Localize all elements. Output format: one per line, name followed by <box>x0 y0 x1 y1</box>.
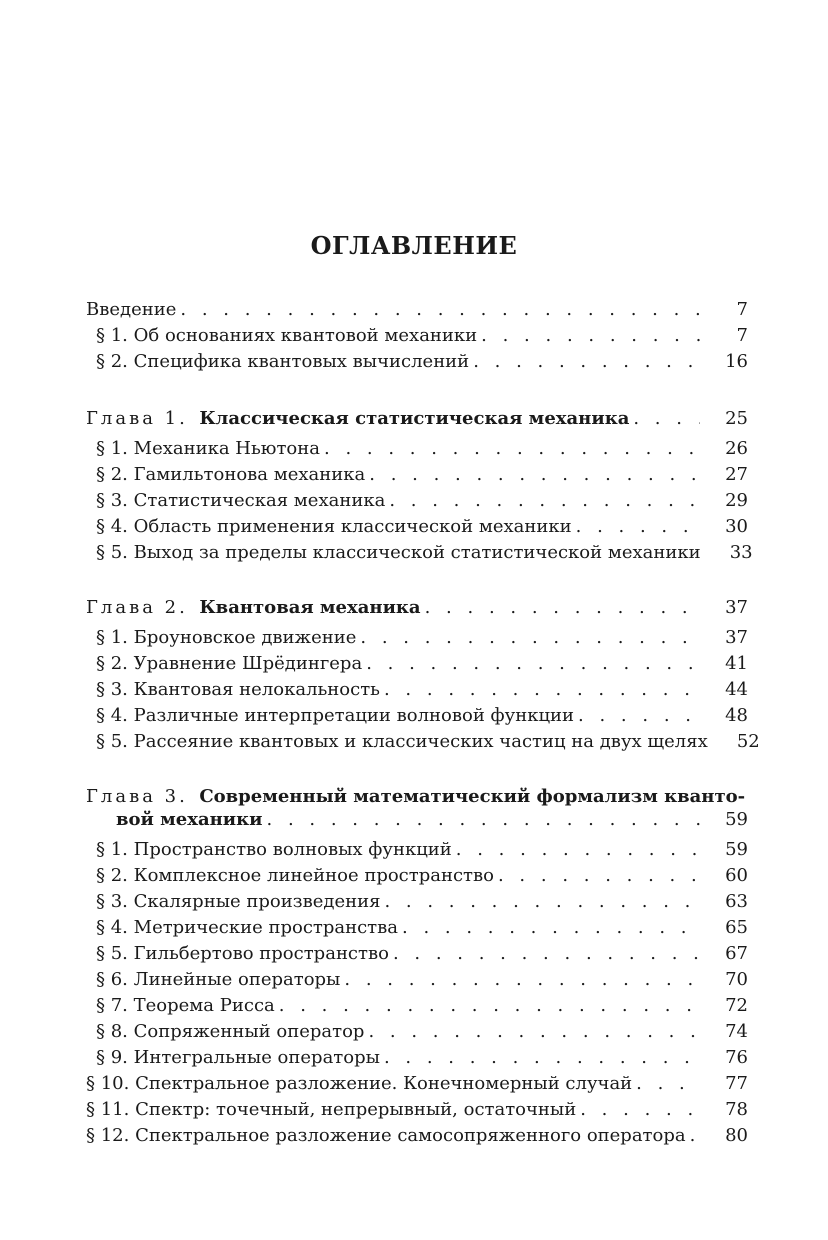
toc-entry-section[interactable] <box>96 942 748 968</box>
section-number: § 4. <box>96 917 128 938</box>
chapter-title-continued: вой механики <box>116 809 263 830</box>
toc-entry-section[interactable] <box>96 968 748 994</box>
section-number: § 1. <box>96 325 128 346</box>
toc-entry-chapter-2[interactable] <box>86 596 748 622</box>
entry-title: Пространство волновых функций <box>133 839 452 860</box>
page-number: 63 <box>725 891 748 912</box>
leader-dots <box>360 626 700 650</box>
toc-entry-chapter-1[interactable] <box>86 407 748 433</box>
page-number: 74 <box>725 1021 748 1042</box>
entry-title: Спектральное разложение. Конечномерный случай <box>135 1073 633 1094</box>
toc-entry-section[interactable] <box>96 541 753 567</box>
entry-title: Гамильтонова механика <box>133 464 366 485</box>
leader-dots <box>324 437 700 461</box>
toc-entry-section[interactable] <box>86 1098 748 1124</box>
entry-title: Метрические пространства <box>133 917 399 938</box>
page-number: 41 <box>725 653 748 674</box>
section-number: § 5. <box>96 731 128 752</box>
chapter-prefix: Глава 1. <box>86 408 188 429</box>
leader-dots <box>180 298 700 322</box>
entry-title: Броуновское движение <box>133 627 357 648</box>
toc-entry-section[interactable] <box>96 626 748 652</box>
leader-dots <box>389 489 700 513</box>
section-number: § 1. <box>96 627 128 648</box>
chapter-title: Классическая статистическая механика <box>199 408 630 429</box>
page-number: 60 <box>725 865 748 886</box>
leader-dots <box>580 1098 700 1122</box>
page-number: 37 <box>725 627 748 648</box>
toc-entry-section[interactable] <box>96 704 748 730</box>
toc-entry-introduction[interactable] <box>86 298 748 324</box>
leader-dots <box>456 838 700 862</box>
entry-title: Интегральные операторы <box>133 1047 380 1068</box>
leader-dots <box>498 864 700 888</box>
page-number: 44 <box>725 679 748 700</box>
leader-dots <box>636 1072 700 1096</box>
entry-title: Спектр: точечный, непрерывный, остаточный <box>135 1099 577 1120</box>
entry-title: Комплексное линейное пространство <box>133 865 494 886</box>
section-number: § 4. <box>96 516 128 537</box>
leader-dots <box>369 463 700 487</box>
page-number: 78 <box>725 1099 748 1120</box>
leader-dots <box>267 808 701 832</box>
page-number: 25 <box>725 408 748 429</box>
toc-entry-section[interactable] <box>86 1124 748 1150</box>
page-title: ОГЛАВЛЕНИЕ <box>310 231 518 260</box>
section-number: § 12. <box>86 1125 130 1146</box>
section-number: § 6. <box>96 969 128 990</box>
leader-dots <box>425 596 700 620</box>
toc-entry-section[interactable] <box>96 463 748 489</box>
toc-entry-section[interactable] <box>96 994 748 1020</box>
section-number: § 9. <box>96 1047 128 1068</box>
section-number: § 4. <box>96 705 128 726</box>
page-number: 7 <box>736 299 748 320</box>
page-number: 72 <box>725 995 748 1016</box>
page-number: 33 <box>729 542 753 563</box>
leader-dots <box>368 1020 700 1044</box>
page-number: 26 <box>725 438 748 459</box>
chapter-title: Современный математический формализм кванто- <box>199 786 746 807</box>
page-number: 67 <box>725 943 748 964</box>
entry-title: Теорема Рисса <box>133 995 275 1016</box>
leader-dots <box>279 994 700 1018</box>
section-number: § 3. <box>96 891 128 912</box>
chapter-title: Квантовая механика <box>199 597 421 618</box>
leader-dots <box>393 942 700 966</box>
toc-entry-section[interactable] <box>96 730 760 756</box>
entry-title: Сопряженный оператор <box>133 1021 365 1042</box>
toc-entry-section[interactable] <box>96 350 748 376</box>
entry-title: Механика Ньютона <box>133 438 320 459</box>
page-number: 7 <box>736 325 748 346</box>
page-number: 80 <box>725 1125 748 1146</box>
page-number: 16 <box>725 351 748 372</box>
section-number: § 5. <box>96 542 128 563</box>
section-number: § 5. <box>96 943 128 964</box>
section-number: § 3. <box>96 679 128 700</box>
toc-entry-section[interactable] <box>96 916 748 942</box>
toc-entry-section[interactable] <box>96 652 748 678</box>
toc-entry-section[interactable] <box>96 437 748 463</box>
section-number: § 2. <box>96 351 128 372</box>
section-number: § 2. <box>96 653 128 674</box>
section-number: § 1. <box>96 438 128 459</box>
entry-title: Область применения классической механики <box>133 516 572 537</box>
entry-title: Статистическая механика <box>133 490 386 511</box>
entry-title: Скалярные произведения <box>133 891 381 912</box>
entry-title: Специфика квантовых вычислений <box>133 351 470 372</box>
toc-entry-section[interactable] <box>96 489 748 515</box>
toc-entry-section[interactable] <box>96 515 748 541</box>
leader-dots <box>384 1046 700 1070</box>
leader-dots <box>481 324 700 348</box>
section-number: § 7. <box>96 995 128 1016</box>
section-number: § 2. <box>96 865 128 886</box>
leader-dots <box>366 652 700 676</box>
page-number: 37 <box>725 597 748 618</box>
entry-title: Об основаниях квантовой механики <box>133 325 478 346</box>
entry-title: Выход за пределы классической статистической механики <box>133 542 701 563</box>
page-number: 59 <box>725 839 748 860</box>
chapter-prefix: Глава 2. <box>86 597 188 618</box>
page-number: 70 <box>725 969 748 990</box>
section-number: § 11. <box>86 1099 130 1120</box>
leader-dots <box>344 968 700 992</box>
section-number: § 1. <box>96 839 128 860</box>
leader-dots <box>690 1124 700 1148</box>
toc-entry-chapter-3-line2[interactable] <box>116 808 748 834</box>
entry-title: Уравнение Шрёдингера <box>133 653 363 674</box>
entry-title: Введение <box>86 299 177 320</box>
toc-entry-section[interactable] <box>96 1020 748 1046</box>
entry-title: Квантовая нелокальность <box>133 679 380 700</box>
chapter-prefix: Глава 3. <box>86 786 188 807</box>
entry-title: Различные интерпретации волновой функции <box>133 705 575 726</box>
entry-title: Линейные операторы <box>133 969 341 990</box>
page-number: 59 <box>725 809 748 830</box>
leader-dots <box>633 407 700 431</box>
entry-title: Гильбертово пространство <box>133 943 389 964</box>
page-number: 30 <box>725 516 748 537</box>
page-number: 29 <box>725 490 748 511</box>
leader-dots <box>576 515 700 539</box>
toc-entry-section[interactable] <box>86 1072 748 1098</box>
toc-entry-section[interactable] <box>96 890 748 916</box>
leader-dots <box>384 890 700 914</box>
toc-entry-section[interactable] <box>96 864 748 890</box>
toc-entry-section[interactable] <box>96 838 748 864</box>
page-number: 48 <box>725 705 748 726</box>
entry-title: Рассеяние квантовых и классических частиц на двух щелях <box>133 731 708 752</box>
leader-dots <box>402 916 700 940</box>
page-number: 65 <box>725 917 748 938</box>
section-number: § 2. <box>96 464 128 485</box>
leader-dots <box>384 678 700 702</box>
section-number: § 10. <box>86 1073 130 1094</box>
toc-entry-section[interactable] <box>96 1046 748 1072</box>
leader-dots <box>578 704 700 728</box>
leader-dots <box>473 350 700 374</box>
page-number: 27 <box>725 464 748 485</box>
page-number: 77 <box>725 1073 748 1094</box>
section-number: § 8. <box>96 1021 128 1042</box>
section-number: § 3. <box>96 490 128 511</box>
page-number: 52 <box>736 731 760 752</box>
page-number: 76 <box>725 1047 748 1068</box>
toc-entry-section[interactable] <box>96 678 748 704</box>
toc-entry-section[interactable] <box>96 324 748 350</box>
entry-title: Спектральное разложение самосопряженного оператора <box>135 1125 686 1146</box>
